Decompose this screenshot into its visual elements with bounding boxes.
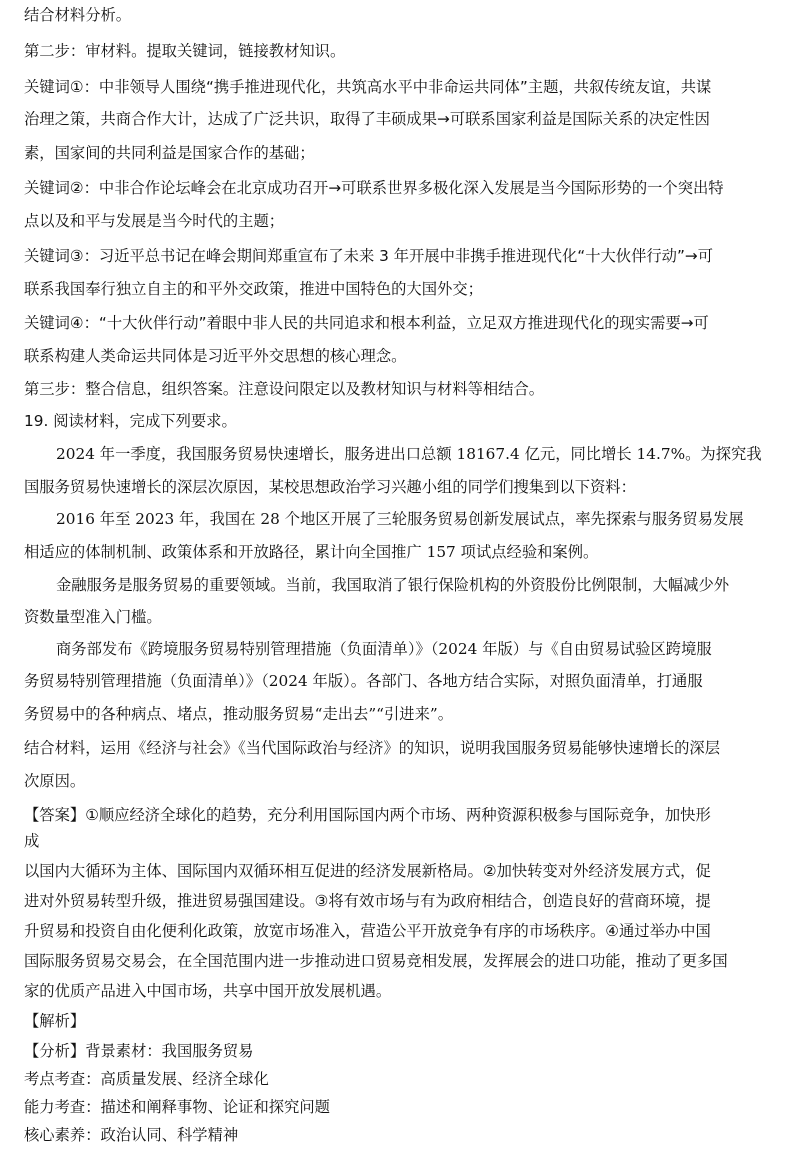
material-line: 商务部发布《跨境服务贸易特别管理措施（负面清单）》（2024 年版）与《自由贸易试验区跨境服	[56, 640, 712, 658]
question-number: 19. 阅读材料，完成下列要求。	[24, 412, 237, 430]
analysis-line: 【分析】背景素材：我国服务贸易	[24, 1042, 254, 1060]
text-line: 第三步：整合信息，组织答案。注意设问限定以及教材知识与材料等相结合。	[24, 380, 545, 398]
text-line: 结合材料分析。	[24, 6, 132, 24]
material-line: 2016 年至 2023 年，我国在 28 个地区开展了三轮服务贸易创新发展试点，率先探索与服务贸易发展	[56, 510, 744, 528]
text-line: 关键词②：中非合作论坛峰会在北京成功召开→可联系世界多极化深入发展是当今国际形势的一个突出特	[24, 179, 724, 197]
answer-line: 国际服务贸易交易会，在全国范围内进一步推动进口贸易竞相发展，发挥展会的进口功能，推动了更多国	[24, 952, 728, 970]
question-text: 结合材料，运用《经济与社会》《当代国际政治与经济》的知识，说明我国服务贸易能够快速增长的深层	[24, 739, 721, 757]
analysis-heading: 【解析】	[24, 1012, 86, 1030]
text-line: 联系构建人类命运共同体是习近平外交思想的核心理念。	[24, 347, 407, 365]
answer-line: 升贸易和投资自由化便利化政策，放宽市场准入，营造公平开放竞争有序的市场秩序。④通过举办中国	[24, 922, 711, 940]
answer-line: 进对外贸易转型升级，推进贸易强国建设。③将有效市场与有为政府相结合，创造良好的营商环境，提	[24, 892, 711, 910]
answer-line: 以国内大循环为主体、国际国内双循环相互促进的经济发展新格局。②加快转变对外经济发展方式，促	[24, 862, 711, 880]
material-line: 2024 年一季度，我国服务贸易快速增长，服务进出口总额 18167.4 亿元，同比增长 14.7%。为探究我	[56, 445, 762, 463]
text-line: 联系我国奉行独立自主的和平外交政策，推进中国特色的大国外交；	[24, 280, 483, 298]
answer-line: 成	[24, 832, 40, 850]
question-text: 次原因。	[24, 772, 86, 790]
answer-line: 家的优质产品进入中国市场，共享中国开放发展机遇。	[24, 982, 392, 1000]
material-line: 务贸易特别管理措施（负面清单）》（2024 年版）。各部门、各地方结合实际，对照负面清单，打通服	[24, 672, 703, 690]
analysis-line: 考点考查：高质量发展、经济全球化	[24, 1070, 269, 1088]
text-line: 关键词①：中非领导人围绕“携手推进现代化，共筑高水平中非命运共同体”主题，共叙传统友谊，共谋	[24, 78, 712, 96]
material-line: 相适应的体制机制、政策体系和开放路径，累计向全国推广 157 项试点经验和案例。	[24, 543, 599, 561]
analysis-line: 核心素养：政治认同、科学精神	[24, 1126, 239, 1144]
material-line: 国服务贸易快速增长的深层次原因，某校思想政治学习兴趣小组的同学们搜集到以下资料：	[24, 478, 636, 496]
text-line: 关键词③：习近平总书记在峰会期间郑重宣布了未来 3 年开展中非携手推进现代化“十大伙伴行动”→可	[24, 247, 714, 265]
answer-line: 【答案】①顺应经济全球化的趋势，充分利用国际国内两个市场、两种资源积极参与国际竞争，加快形	[24, 806, 711, 824]
material-line: 资数量型准入门槛。	[24, 608, 162, 626]
text-line: 素，国家间的共同利益是国家合作的基础；	[24, 144, 315, 162]
text-line: 治理之策，共商合作大计，达成了广泛共识，取得了丰硕成果→可联系国家利益是国际关系的决定性因	[24, 110, 710, 128]
material-line: 金融服务是服务贸易的重要领域。当前，我国取消了银行保险机构的外资股份比例限制，大幅减少外	[56, 576, 730, 594]
text-line: 点以及和平与发展是当今时代的主题；	[24, 212, 285, 230]
text-line: 第二步：审材料。提取关键词，链接教材知识。	[24, 42, 346, 60]
material-line: 务贸易中的各种病点、堵点，推动服务贸易“走出去”“引进来”。	[24, 705, 454, 723]
analysis-line: 能力考查：描述和阐释事物、论证和探究问题	[24, 1098, 330, 1116]
text-line: 关键词④：“十大伙伴行动”着眼中非人民的共同追求和根本利益，立足双方推进现代化的现实需要→可	[24, 314, 709, 332]
